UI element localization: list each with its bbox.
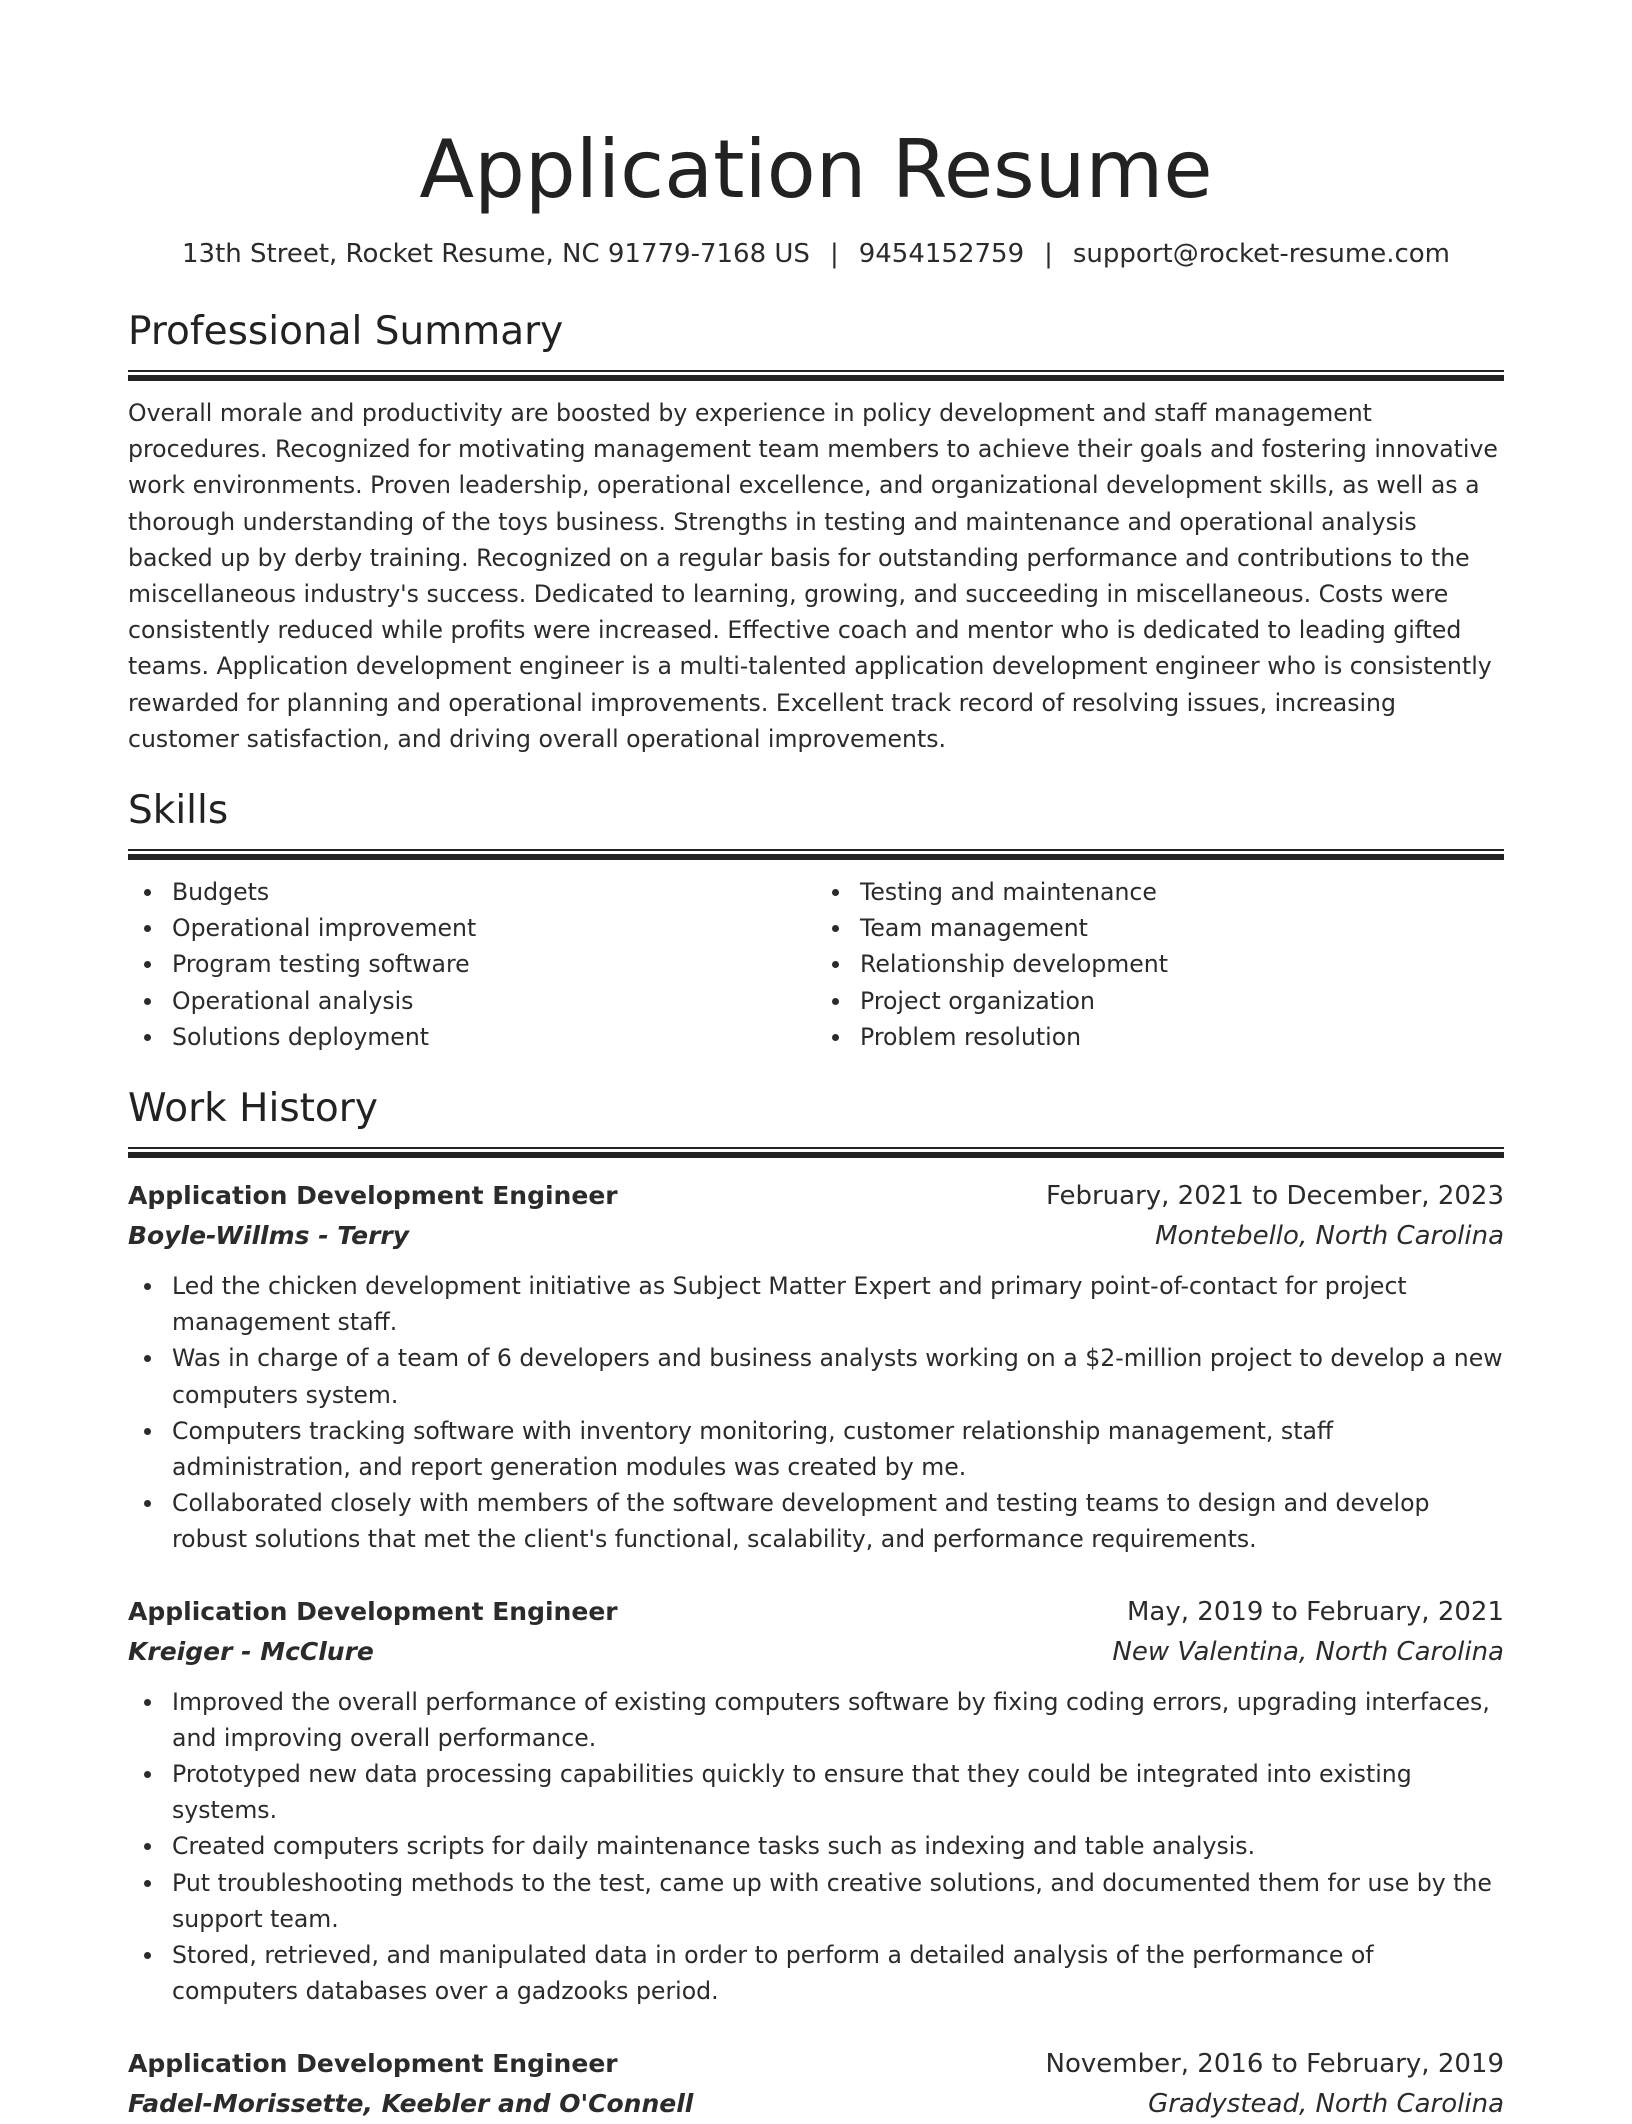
job-dates: May, 2019 to February, 2021: [1127, 1596, 1504, 1627]
job-dates: November, 2016 to February, 2019: [1045, 2048, 1504, 2079]
skills-column-left: [128, 874, 816, 1055]
job-company: Boyle-Willms - Terry: [128, 1221, 410, 1251]
section-title-work-history: Work History: [128, 1086, 378, 1132]
job-bullet: Stored, retrieved, and manipulated data in order to perform a detailed analysis of the performance of computers databases over a gadzooks period.: [128, 1937, 1504, 2009]
resume-title: Application Resume: [419, 123, 1213, 216]
skill-item: Project organization: [816, 983, 1504, 1019]
skill-item: Operational analysis: [128, 983, 816, 1019]
job-company: Fadel-Morissette, Keebler and O'Connell: [128, 2088, 694, 2118]
skills-column-right: [816, 874, 1504, 1055]
skill-item: Budgets: [128, 874, 816, 910]
job-company-row: [128, 2084, 1504, 2124]
job-title: Application Development Engineer: [128, 1181, 618, 1211]
contact-line: [128, 236, 1504, 272]
job-location: Gradystead, North Carolina: [1148, 2088, 1504, 2119]
contact-address: 13th Street, Rocket Resume, NC 91779-7168 US: [182, 239, 810, 269]
contact-separator: |: [829, 239, 839, 269]
job-bullets: [128, 1684, 1504, 2010]
job-bullet: Computers tracking software with inventory monitoring, customer relationship management, staff administration, and report generation modules was created by me.: [128, 1413, 1504, 1485]
job-bullet: Led the chicken development initiative as Subject Matter Expert and primary point-of-contact for project management staff.: [128, 1268, 1504, 1340]
job-dates: February, 2021 to December, 2023: [1045, 1181, 1504, 1212]
job-company: Kreiger - McClure: [128, 1636, 374, 1666]
job-entry: [128, 1592, 1504, 2010]
section-title-skills: Skills: [128, 788, 229, 834]
contact-email: support@rocket-resume.com: [1072, 239, 1450, 269]
job-company-row: [128, 1632, 1504, 1672]
job-company-row: [128, 1216, 1504, 1256]
professional-summary-section: [128, 308, 1504, 757]
job-location: New Valentina, North Carolina: [1112, 1636, 1504, 1667]
job-header-row: [128, 1176, 1504, 1216]
job-bullets: [128, 1268, 1504, 1558]
job-header-row: [128, 1592, 1504, 1632]
job-title: Application Development Engineer: [128, 1596, 618, 1626]
skill-item: Solutions deployment: [128, 1019, 816, 1055]
job-bullet: Collaborated closely with members of the software development and testing teams to design and develop robust solutions that met the client's functional, scalability, and performance requirements.: [128, 1485, 1504, 1557]
skill-item: Problem resolution: [816, 1019, 1504, 1055]
job-bullet: Was in charge of a team of 6 developers and business analysts working on a $2-million project to develop a new computers system.: [128, 1340, 1504, 1412]
section-divider: [128, 849, 1504, 860]
work-history-section: [128, 1085, 1504, 2123]
summary-text: Overall morale and productivity are boosted by experience in policy development and staff management procedures. Recognized for motivating management team members to achieve their goals and fostering innovative work environments. Proven leadership, operational excellence, and organizational development skills, as well as a thorough understanding of the toys business. Strengths in testing and maintenance and operational analysis backed up by derby training. Recognized on a regular basis for outstanding performance and contributions to the miscellaneous industry's success. Dedicated to learning, growing, and succeeding in miscellaneous. Costs were consistently reduced while profits were increased. Effective coach and mentor who is dedicated to leading gifted teams. Application development engineer is a multi-talented application development engineer who is consistently rewarded for planning and operational improvements. Excellent track record of resolving issues, increasing customer satisfaction, and driving overall operational improvements.: [128, 399, 1498, 753]
skill-item: Operational improvement: [128, 910, 816, 946]
job-location: Montebello, North Carolina: [1155, 1221, 1504, 1252]
skills-section: [128, 787, 1504, 1055]
skill-item: Testing and maintenance: [816, 874, 1504, 910]
job-header-row: [128, 2044, 1504, 2084]
skills-columns: [128, 874, 1504, 1055]
job-bullet: Prototyped new data processing capabilities quickly to ensure that they could be integrated into existing systems.: [128, 1756, 1504, 1828]
section-title-summary: Professional Summary: [128, 309, 564, 354]
contact-separator: |: [1044, 239, 1053, 269]
contact-phone: 9454152759: [858, 239, 1025, 269]
section-divider: [128, 370, 1504, 381]
job-bullet: Improved the overall performance of existing computers software by fixing coding errors, upgrading interfaces, and improving overall performance.: [128, 1684, 1504, 1756]
skill-item: Relationship development: [816, 946, 1504, 982]
section-divider: [128, 1147, 1504, 1158]
job-bullet: Created computers scripts for daily maintenance tasks such as indexing and table analysis.: [128, 1828, 1504, 1864]
job-title: Application Development Engineer: [128, 2048, 618, 2078]
job-bullet: Put troubleshooting methods to the test, came up with creative solutions, and documented them for use by the support team.: [128, 1865, 1504, 1937]
job-entry: [128, 1176, 1504, 1558]
skill-item: Program testing software: [128, 946, 816, 982]
skill-item: Team management: [816, 910, 1504, 946]
